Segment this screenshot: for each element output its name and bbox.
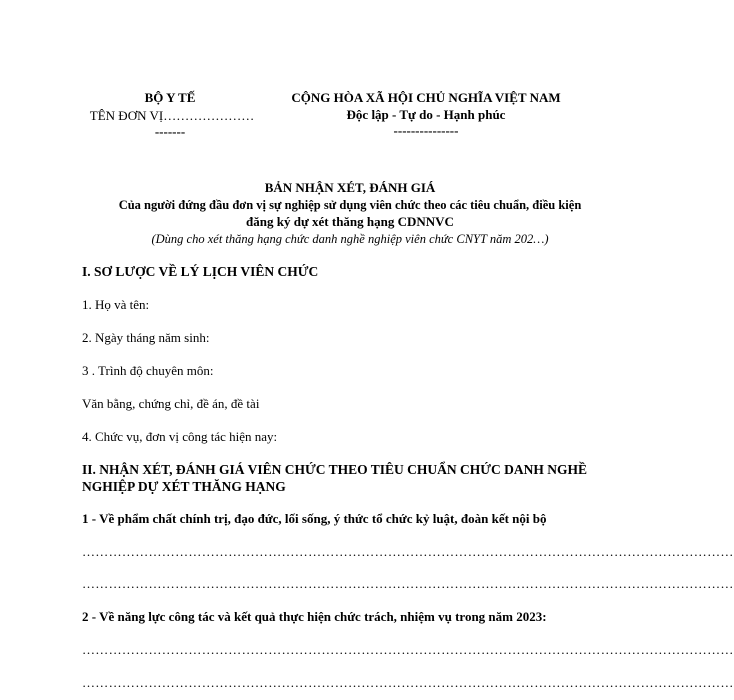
fill-in-line: ………………………………………………………………………………………………………………………………… <box>82 675 734 690</box>
field-degrees: Văn bằng, chứng chỉ, đề án, đề tài <box>82 396 260 411</box>
document-subtitle-line2: đăng ký dự xét thăng hạng CDNNVC <box>246 214 454 229</box>
section2-heading-line2: NGHIỆP DỰ XÉT THĂNG HẠNG <box>82 479 286 494</box>
field-birth-date: 2. Ngày tháng năm sinh: <box>82 330 210 345</box>
section2-heading-line1: II. NHẬN XÉT, ĐÁNH GIÁ VIÊN CHỨC THEO TIÊU CHUẨN CHỨC DANH NGHỀ <box>82 462 588 477</box>
criterion-competence: 2 - Về năng lực công tác và kết quả thực hiện chức trách, nhiệm vụ trong năm 2023: <box>82 609 547 624</box>
document-note: (Dùng cho xét thăng hạng chức danh nghề nghiệp viên chức CNYT năm 202…) <box>151 232 549 246</box>
criterion-ethics: 1 - Về phẩm chất chính trị, đạo đức, lối sống, ý thức tổ chức kỷ luật, đoàn kết nội bộ <box>82 511 547 526</box>
section1-heading: I. SƠ LƯỢC VỀ LÝ LỊCH VIÊN CHỨC <box>82 264 319 279</box>
fill-in-line: ………………………………………………………………………………………………………………………………… <box>82 544 734 559</box>
fill-in-line: ………………………………………………………………………………………………………………………………… <box>82 642 734 657</box>
document-title: BẢN NHẬN XÉT, ĐÁNH GIÁ <box>264 180 436 195</box>
field-qualification: 3 . Trình độ chuyên môn: <box>82 363 214 378</box>
field-position: 4. Chức vụ, đơn vị công tác hiện nay: <box>82 429 278 444</box>
document-subtitle-line1: Của người đứng đầu đơn vị sự nghiệp sử dụng viên chức theo các tiêu chuẩn, điều kiện <box>118 198 582 212</box>
unit-name: TÊN ĐƠN VỊ………………… <box>89 108 255 123</box>
fill-in-line: ………………………………………………………………………………………………………………………………… <box>82 576 734 591</box>
motto-underline: --------------- <box>393 123 459 138</box>
nation-name: CỘNG HÒA XÃ HỘI CHỦ NGHĨA VIỆT NAM <box>291 90 561 105</box>
field-full-name: 1. Họ và tên: <box>82 297 150 312</box>
motto: Độc lập - Tự do - Hạnh phúc <box>346 107 506 122</box>
ministry-name: BỘ Y TẾ <box>144 90 196 105</box>
unit-underline: ------- <box>154 124 186 139</box>
